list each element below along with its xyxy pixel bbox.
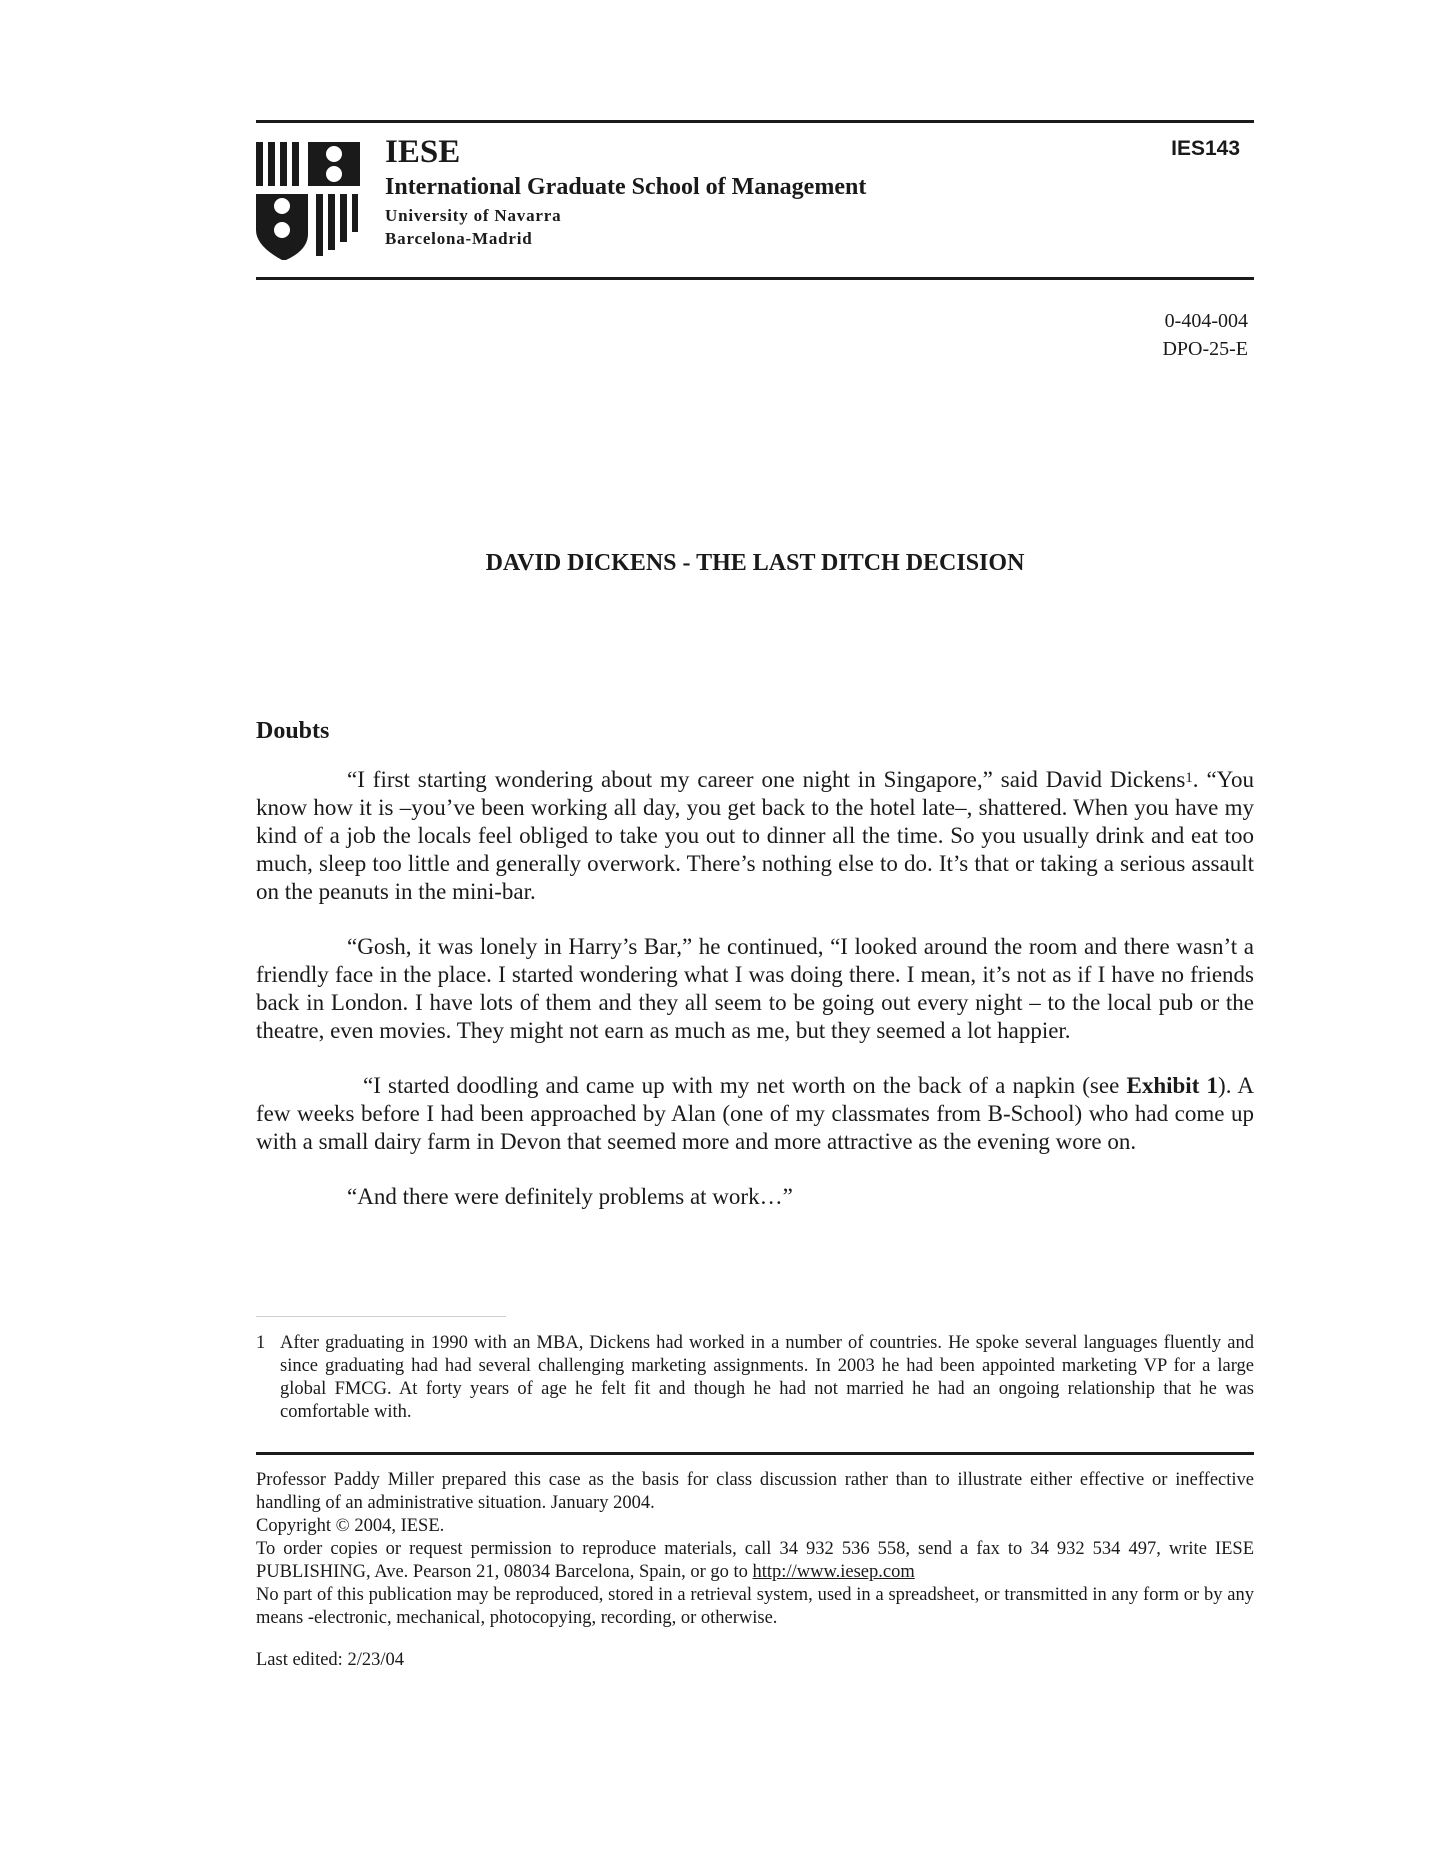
footnote-text: After graduating in 1990 with an MBA, Dickens had worked in a number of countries. He spoke several languages fluently and since graduating had had several challenging marketing assignments. In 2003 he had been appointed marketing VP for a large global FMCG. At forty years of age he felt fit and though he had not married he had an ongoing relationship that he was comfortable with. [280, 1333, 1254, 1422]
paragraph-1-text-a: “I first starting wondering about my career one night in Singapore,” said David Dickens [347, 767, 1186, 792]
footnote [256, 1332, 1254, 1424]
paragraph-3-text-b: ). A few weeks before I had been approached by Alan (one of my classmates from B-School) who had come up with a small dairy farm in Devon that seemed more and more attractive as the evening wore on. [256, 1073, 1254, 1154]
footnote-ref: 1 [1185, 770, 1193, 786]
case-code: IES143 [1171, 137, 1240, 160]
ref-code: DPO-25-E [1162, 338, 1248, 360]
last-edited: Last edited: 2/23/04 [256, 1650, 404, 1670]
footer-prepared: Professor Paddy Miller prepared this case as the basis for class discussion rather than to illustrate either effective or ineffective handling of an administrative situation. January 2004. [256, 1470, 1254, 1513]
header-bottom-rule [256, 277, 1254, 280]
paragraph-3-text-a: “I started doodling and came up with my net worth on the back of a napkin (see [363, 1073, 1127, 1098]
ref-number: 0-404-004 [1164, 310, 1248, 332]
footer-rights: No part of this publication may be reproduced, stored in a retrieval system, used in a spreadsheet, or transmitted in any form or by any means -electronic, mechanical, photocopying, recording, or otherwise. [256, 1585, 1254, 1628]
footnote-number: 1 [256, 1333, 266, 1353]
body-paragraph-3 [256, 1072, 1254, 1156]
paragraph-1-text-b: . “You know how it is –you’ve been working all day, you get back to the hotel late–, shattered. When you have my kind of a job the locals feel obliged to take you out to dinner all the time. So you usually drink and eat too much, sleep too little and generally overwork. There’s nothing else to do. It’s that or taking a serious assault on the peanuts in the mini-bar. [256, 767, 1254, 904]
footer-notice [256, 1469, 1254, 1630]
reference-numbers [1162, 307, 1248, 363]
university-name: University of Navarra [385, 206, 562, 225]
institution-full-name: International Graduate School of Management [385, 174, 867, 200]
body-paragraph-4: “And there were definitely problems at work…” [347, 1184, 793, 1209]
body-paragraph-1 [256, 766, 1254, 906]
iese-logo-icon [256, 142, 360, 260]
header-top-rule [256, 120, 1254, 123]
footer-copyright: Copyright © 2004, IESE. [256, 1516, 445, 1536]
footnote-separator [256, 1316, 506, 1317]
section-heading: Doubts [256, 718, 330, 744]
case-title: DAVID DICKENS - THE LAST DITCH DECISION [485, 550, 1025, 576]
body-paragraph-2: “Gosh, it was lonely in Harry’s Bar,” he continued, “I looked around the room and there wasn’t a friendly face in the place. I started wondering what I was doing there. I mean, it’s not as if I have no friends back in London. I have lots of them and they all seem to be going out every night – to the local pub or the theatre, even movies. They might not earn as much as me, but they seemed a lot happier. [256, 934, 1254, 1043]
campus-cities: Barcelona-Madrid [385, 229, 533, 248]
exhibit-reference: Exhibit 1 [1126, 1073, 1219, 1098]
footer-order-text: To order copies or request permission to reproduce materials, call 34 932 536 558, send a fax to 34 932 534 497, write IESE PUBLISHING, Ave. Pearson 21, 08034 Barcelona, Spain, or go to [256, 1539, 1254, 1582]
case-body [256, 766, 1254, 1238]
footer-rule [256, 1452, 1254, 1455]
iesep-link[interactable]: http://www.iesep.com [752, 1562, 915, 1582]
footer-order [256, 1538, 1254, 1584]
institution-name: IESE [385, 134, 461, 170]
